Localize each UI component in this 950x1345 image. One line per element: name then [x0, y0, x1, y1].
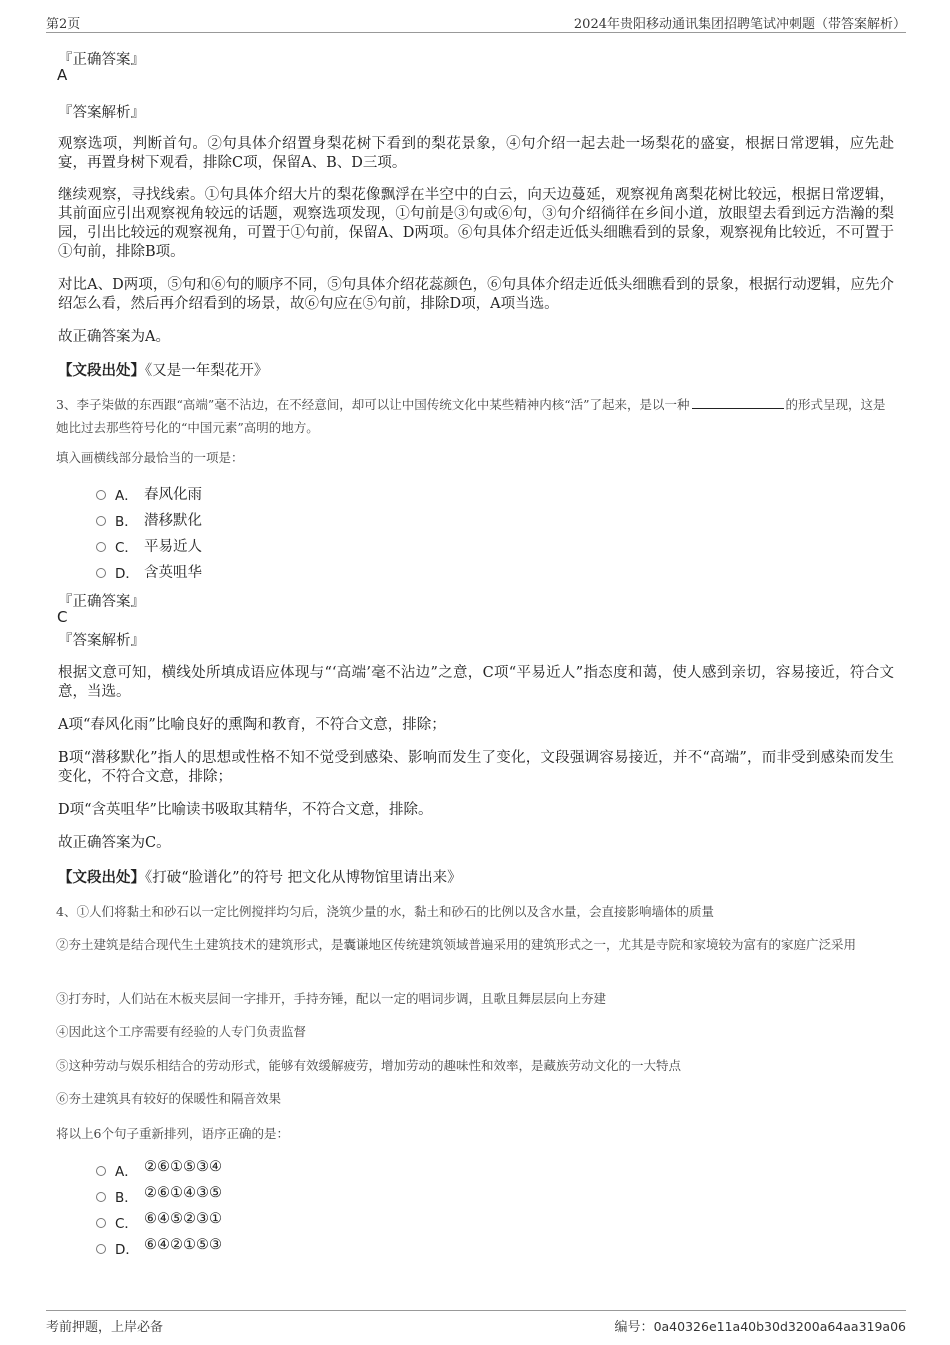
- option-text: ⑥④②①⑤③: [144, 1237, 222, 1253]
- option-text: 春风化雨: [144, 487, 202, 503]
- q3-source: [58, 866, 462, 887]
- q3-stem-before: 3、李子柒做的东西跟“高端”毫不沾边，在不经意间，却可以让中国传统文化中某些精神内核“活”了起来，是以一种: [56, 397, 690, 412]
- page-header: [46, 10, 906, 33]
- q2-answer-label: 『正确答案』: [58, 52, 145, 68]
- q4-sentence-6: ⑥夯土建筑具有较好的保暖性和隔音效果: [56, 1091, 282, 1106]
- q3-analysis-paragraph-3: B项“潜移默化”指人的思想或性格不知不觉受到感染、影响而发生了变化，文段强调容易接近，并不“高端”，而非受到感染而发生变化，不符合文意，排除；: [58, 750, 894, 785]
- footer-slogan: 考前押题，上岸必备: [46, 1320, 164, 1335]
- q3-stem-after: 的形式呈现，这是她比过去那些符号化的“中国元素”高明的地方。: [56, 397, 886, 435]
- radio-icon[interactable]: [96, 516, 106, 526]
- q2-source-label: 【文段出处】: [58, 362, 145, 379]
- radio-icon[interactable]: [96, 490, 106, 500]
- q3-source-label: 【文段出处】: [58, 869, 145, 886]
- q4-sentence-4: ④因此这个工序需要有经验的人专门负责监督: [56, 1024, 307, 1039]
- q3-stem: [56, 393, 896, 439]
- q3-conclusion: 故正确答案为C。: [58, 835, 171, 851]
- option-text: 潜移默化: [144, 513, 202, 529]
- radio-icon[interactable]: [96, 1218, 106, 1228]
- option-text: 含英咀华: [144, 565, 202, 581]
- option-letter: B．: [115, 514, 138, 530]
- option-letter: D．: [115, 566, 139, 582]
- q2-analysis-paragraph-1: 观察选项，判断首句。②句具体介绍置身梨花树下看到的梨花景象，④句介绍一起去赴一场梨花的盛宴，根据日常逻辑，应先赴宴，再置身树下观看，排除C项，保留A、B、D三项。: [58, 136, 894, 171]
- q2-source: [58, 359, 268, 380]
- page-footer: [46, 1310, 906, 1335]
- option-text: ②⑥①⑤③④: [144, 1159, 222, 1175]
- q3-analysis-label: 『答案解析』: [58, 633, 145, 649]
- option-letter: A．: [115, 488, 138, 504]
- q4-sentence-5: ⑤这种劳动与娱乐相结合的劳动形式，能够有效缓解疲劳，增加劳动的趣味性和效率，是藏族劳动文化的一大特点: [56, 1058, 682, 1073]
- option-text: 平易近人: [144, 539, 202, 555]
- q2-analysis-paragraph-3: 对比A、D两项，⑤句和⑥句的顺序不同，⑤句具体介绍花蕊颜色，⑥句具体介绍走近低头细瞧看到的景象，根据行动逻辑，应先介绍怎么看，然后再介绍看到的场景，故⑥句应在⑤句前，排除D项，A项当选。: [58, 277, 894, 312]
- q3-analysis-paragraph-2: A项“春风化雨”比喻良好的熏陶和教育，不符合文意，排除；: [58, 717, 446, 733]
- q4-sentence-2: ②夯土建筑是结合现代生土建筑技术的建筑形式，是囊谦地区传统建筑领域普遍采用的建筑形式之一，尤其是寺院和家境较为富有的家庭广泛采用: [56, 937, 857, 952]
- radio-icon[interactable]: [96, 542, 106, 552]
- q3-answer: C: [57, 608, 68, 626]
- q2-source-title: 《又是一年梨花开》: [145, 363, 269, 379]
- q4-instruction: 将以上6个句子重新排列，语序正确的是：: [56, 1126, 289, 1141]
- q3-source-title: 《打破“脸谱化”的符号 把文化从博物馆里请出来》: [145, 870, 462, 886]
- q3-answer-label: 『正确答案』: [58, 594, 145, 610]
- q2-answer: A: [57, 66, 68, 84]
- q3-instruction: 填入画横线部分最恰当的一项是：: [56, 450, 244, 465]
- option-letter: B．: [115, 1190, 138, 1206]
- option-text: ②⑥①④③⑤: [144, 1185, 222, 1201]
- option-text: ⑥④⑤②③①: [144, 1211, 222, 1227]
- q2-analysis-paragraph-2: 继续观察，寻找线索。①句具体介绍大片的梨花像飘浮在半空中的白云，向天边蔓延，观察视角离梨花树比较远，根据日常逻辑，其前面应引出观察视角较远的话题，观察选项发现，①句前是③句或⑥句，③句介绍徜徉在乡间小道，放眼望去看到远方浩瀚的梨园，引出比较远的观察视角，可置于①句前，保留A、D两项。⑥句具体介绍走近低头细瞧看到的景象，观察视角比较近，不可置于①句前，排除B项。: [58, 187, 894, 260]
- option-letter: C．: [115, 540, 138, 556]
- radio-icon[interactable]: [96, 1244, 106, 1254]
- q3-fill-blank: [692, 396, 784, 409]
- radio-icon[interactable]: [96, 568, 106, 578]
- option-letter: D．: [115, 1242, 139, 1258]
- option-letter: A．: [115, 1164, 138, 1180]
- q2-analysis-label: 『答案解析』: [58, 105, 145, 121]
- page-number: 第2页: [46, 17, 81, 32]
- code-label: 编号：: [614, 1320, 654, 1335]
- document-title: 2024年贵阳移动通讯集团招聘笔试冲刺题（带答案解析）: [573, 17, 906, 32]
- q4-sentence-1: 4、①人们将黏土和砂石以一定比例搅拌均匀后，浇筑少量的水，黏土和砂石的比例以及含水量，会直接影响墙体的质量: [56, 904, 714, 919]
- option-letter: C．: [115, 1216, 138, 1232]
- radio-icon[interactable]: [96, 1192, 106, 1202]
- q3-analysis-paragraph-4: D项“含英咀华”比喻读书吸取其精华，不符合文意，排除。: [58, 802, 433, 818]
- q2-conclusion: 故正确答案为A。: [58, 329, 170, 345]
- code-value: 0a40326e11a40b30d3200a64aa319a06: [653, 1319, 906, 1334]
- q4-sentence-3: ③打夯时，人们站在木板夹层间一字排开，手持夯锤，配以一定的唱词步调，且歌且舞层层向上夯建: [56, 991, 607, 1006]
- radio-icon[interactable]: [96, 1166, 106, 1176]
- q3-analysis-paragraph-1: 根据文意可知，横线处所填成语应体现与“‘高端’毫不沾边”之意，C项“平易近人”指态度和蔼，使人感到亲切，容易接近，符合文意，当选。: [58, 665, 894, 700]
- document-code: [615, 1316, 906, 1335]
